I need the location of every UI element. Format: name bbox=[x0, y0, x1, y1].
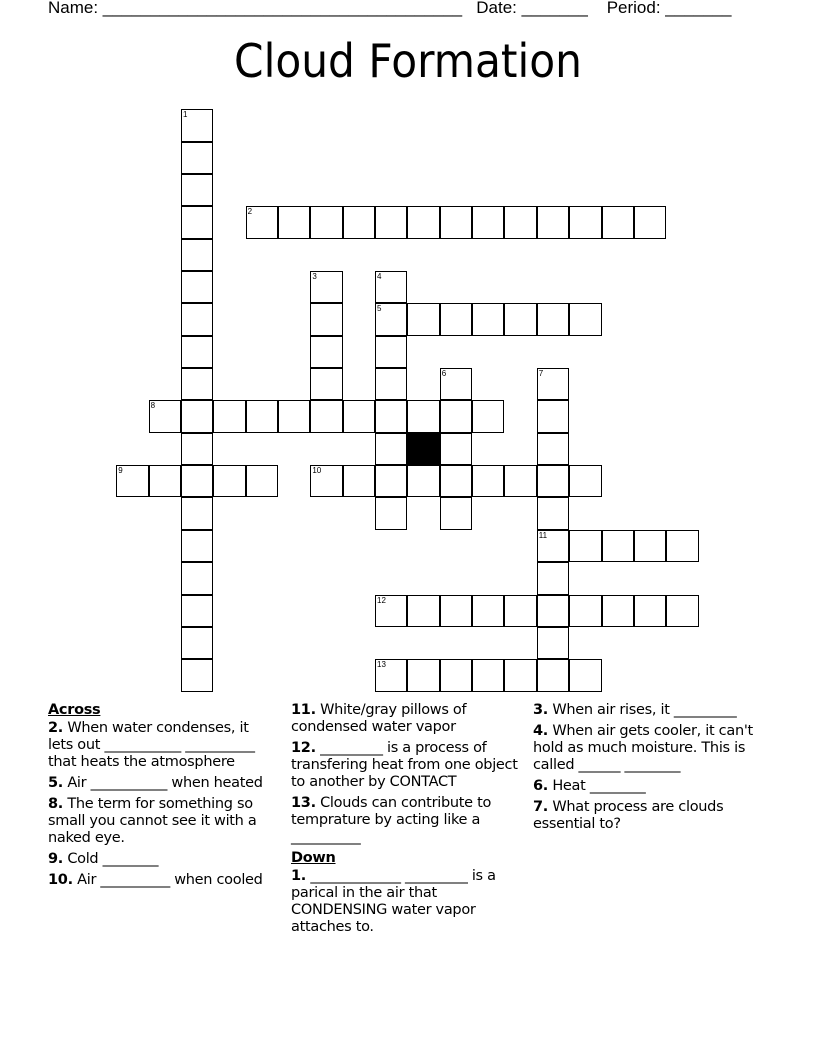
grid-cell[interactable] bbox=[375, 368, 407, 400]
grid-cell[interactable] bbox=[537, 465, 569, 497]
clue-across-13: 13. Clouds can contribute to temprature by acting like a __________ bbox=[291, 795, 492, 845]
grid-cell[interactable] bbox=[537, 562, 569, 594]
clue-number: 2 bbox=[247, 207, 253, 217]
grid-cell[interactable] bbox=[504, 659, 536, 691]
grid-cell[interactable] bbox=[375, 497, 407, 529]
clue-across-8: 8. The term for something so small you cannot see it with a naked eye. bbox=[48, 796, 257, 846]
page-title: Cloud Formation bbox=[234, 34, 582, 88]
grid-cell[interactable] bbox=[278, 206, 310, 238]
clue-number: 6 bbox=[441, 369, 447, 379]
grid-cell[interactable] bbox=[310, 271, 342, 303]
period-field[interactable]: Period: _______ bbox=[606, 0, 732, 17]
clue-number: 12 bbox=[377, 595, 386, 605]
grid-cell[interactable] bbox=[472, 303, 504, 335]
grid-cell[interactable] bbox=[181, 239, 213, 271]
grid-cell[interactable] bbox=[375, 400, 407, 432]
clues-column-3 bbox=[533, 702, 768, 837]
grid-cell[interactable] bbox=[569, 206, 601, 238]
grid-cell[interactable] bbox=[440, 433, 472, 465]
name-field[interactable]: Name: ______________________________________ bbox=[48, 0, 463, 17]
grid-cell[interactable] bbox=[375, 303, 407, 335]
clue-number: 11 bbox=[538, 530, 548, 540]
grid-cell[interactable] bbox=[472, 465, 504, 497]
clue-across-5: 5. Air ___________ when heated bbox=[48, 775, 263, 791]
clue-number: 1 bbox=[182, 110, 188, 120]
grid-cell[interactable] bbox=[181, 142, 213, 174]
grid-cell[interactable] bbox=[634, 206, 666, 238]
grid-cell[interactable] bbox=[343, 465, 375, 497]
down-heading: Down bbox=[291, 850, 336, 866]
grid-cell[interactable] bbox=[181, 530, 213, 562]
grid-cell[interactable] bbox=[440, 497, 472, 529]
grid-cell[interactable] bbox=[407, 400, 439, 432]
grid-cell[interactable] bbox=[407, 595, 439, 627]
grid-cell[interactable] bbox=[634, 595, 666, 627]
grid-cell[interactable] bbox=[666, 595, 698, 627]
grid-cell[interactable] bbox=[504, 206, 536, 238]
clue-down-6: 6. Heat ________ bbox=[533, 778, 646, 794]
grid-cell[interactable] bbox=[181, 271, 213, 303]
grid-cell[interactable] bbox=[310, 368, 342, 400]
grid-cell[interactable] bbox=[343, 206, 375, 238]
clue-across-9: 9. Cold ________ bbox=[48, 851, 159, 867]
black-cell bbox=[407, 433, 439, 465]
grid-cell[interactable] bbox=[407, 206, 439, 238]
grid-cell[interactable] bbox=[375, 433, 407, 465]
grid-cell[interactable] bbox=[149, 465, 181, 497]
grid-cell[interactable] bbox=[504, 303, 536, 335]
grid-cell[interactable] bbox=[375, 659, 407, 691]
grid-cell[interactable] bbox=[375, 206, 407, 238]
grid-cell[interactable] bbox=[181, 595, 213, 627]
clue-number: 5 bbox=[377, 304, 382, 314]
grid-cell[interactable] bbox=[181, 109, 213, 141]
clue-down-4: 4. When air gets cooler, it can't hold as much moisture. This is called ______ ________ bbox=[533, 723, 753, 773]
grid-cell[interactable] bbox=[634, 530, 666, 562]
grid-cell[interactable] bbox=[278, 400, 310, 432]
grid-cell[interactable] bbox=[472, 400, 504, 432]
grid-cell[interactable] bbox=[569, 530, 601, 562]
grid-cell[interactable] bbox=[375, 271, 407, 303]
grid-cell[interactable] bbox=[537, 206, 569, 238]
grid-cell[interactable] bbox=[440, 303, 472, 335]
grid-cell[interactable] bbox=[116, 465, 148, 497]
grid-cell[interactable] bbox=[213, 465, 245, 497]
grid-cell[interactable] bbox=[246, 465, 278, 497]
grid-cell[interactable] bbox=[213, 400, 245, 432]
clue-number: 13 bbox=[377, 660, 386, 670]
grid-cell[interactable] bbox=[181, 465, 213, 497]
grid-cell[interactable] bbox=[440, 206, 472, 238]
clues-column-2 bbox=[291, 702, 521, 940]
clue-down-3: 3. When air rises, it _________ bbox=[533, 702, 737, 718]
grid-cell[interactable] bbox=[310, 465, 342, 497]
grid-cell[interactable] bbox=[602, 530, 634, 562]
grid-cell[interactable] bbox=[375, 336, 407, 368]
clue-across-10: 10. Air __________ when cooled bbox=[48, 872, 263, 888]
grid-cell[interactable] bbox=[310, 336, 342, 368]
grid-cell[interactable] bbox=[181, 174, 213, 206]
grid-cell[interactable] bbox=[181, 400, 213, 432]
clue-across-12: 12. _________ is a process of transfering heat from one object to another by CONTACT bbox=[291, 740, 518, 790]
grid-cell[interactable] bbox=[440, 400, 472, 432]
student-info-header bbox=[48, 0, 731, 18]
grid-cell[interactable] bbox=[181, 303, 213, 335]
grid-cell[interactable] bbox=[504, 595, 536, 627]
grid-cell[interactable] bbox=[246, 400, 278, 432]
grid-cell[interactable] bbox=[407, 303, 439, 335]
grid-cell[interactable] bbox=[440, 368, 472, 400]
grid-cell[interactable] bbox=[181, 206, 213, 238]
grid-cell[interactable] bbox=[472, 659, 504, 691]
grid-cell[interactable] bbox=[181, 659, 213, 691]
grid-cell[interactable] bbox=[149, 400, 181, 432]
grid-cell[interactable] bbox=[666, 530, 698, 562]
grid-cell[interactable] bbox=[440, 465, 472, 497]
grid-cell[interactable] bbox=[181, 433, 213, 465]
clue-number: 10 bbox=[312, 466, 322, 476]
clue-down-7: 7. What process are clouds essential to? bbox=[533, 799, 724, 832]
grid-cell[interactable] bbox=[181, 627, 213, 659]
clue-number: 3 bbox=[312, 272, 317, 281]
grid-cell[interactable] bbox=[537, 627, 569, 659]
grid-cell[interactable] bbox=[181, 562, 213, 594]
grid-cell[interactable] bbox=[343, 400, 375, 432]
grid-cell[interactable] bbox=[537, 400, 569, 432]
grid-cell[interactable] bbox=[569, 659, 601, 691]
grid-cell[interactable] bbox=[181, 497, 213, 529]
grid-cell[interactable] bbox=[569, 595, 601, 627]
clue-number: 9 bbox=[118, 466, 123, 476]
grid-cell[interactable] bbox=[310, 400, 342, 432]
grid-cell[interactable] bbox=[472, 206, 504, 238]
grid-cell[interactable] bbox=[375, 465, 407, 497]
grid-cell[interactable] bbox=[407, 659, 439, 691]
clue-number: 8 bbox=[150, 401, 156, 411]
grid-cell[interactable] bbox=[407, 465, 439, 497]
grid-cell[interactable] bbox=[569, 465, 601, 497]
grid-cell[interactable] bbox=[181, 368, 213, 400]
grid-cell[interactable] bbox=[440, 659, 472, 691]
grid-cell[interactable] bbox=[246, 206, 278, 238]
clues-column-1 bbox=[48, 702, 263, 893]
grid-cell[interactable] bbox=[537, 368, 569, 400]
date-field[interactable]: Date: _______ bbox=[476, 0, 588, 17]
clue-number: 7 bbox=[538, 369, 544, 379]
grid-cell[interactable] bbox=[440, 595, 472, 627]
grid-cell[interactable] bbox=[537, 595, 569, 627]
grid-cell[interactable] bbox=[375, 595, 407, 627]
clue-number: 4 bbox=[377, 272, 382, 281]
grid-cell[interactable] bbox=[569, 303, 601, 335]
grid-cell[interactable] bbox=[602, 595, 634, 627]
grid-cell[interactable] bbox=[310, 303, 342, 335]
grid-cell[interactable] bbox=[537, 530, 569, 562]
grid-cell[interactable] bbox=[602, 206, 634, 238]
clue-across-11: 11. White/gray pillows of condensed water vapor bbox=[291, 702, 467, 735]
across-heading: Across bbox=[48, 702, 101, 718]
grid-cell[interactable] bbox=[537, 433, 569, 465]
grid-cell[interactable] bbox=[310, 206, 342, 238]
grid-cell[interactable] bbox=[537, 303, 569, 335]
grid-cell[interactable] bbox=[472, 595, 504, 627]
grid-cell[interactable] bbox=[537, 659, 569, 691]
clue-down-1: 1. _____________ _________ is a parical in the air that CONDENSING water vapor attaches to. bbox=[291, 868, 496, 935]
grid-cell[interactable] bbox=[504, 465, 536, 497]
grid-cell[interactable] bbox=[537, 497, 569, 529]
grid-cell[interactable] bbox=[181, 336, 213, 368]
clue-across-2: 2. When water condenses, it lets out ___________ __________ that heats the atmosphere bbox=[48, 720, 255, 770]
